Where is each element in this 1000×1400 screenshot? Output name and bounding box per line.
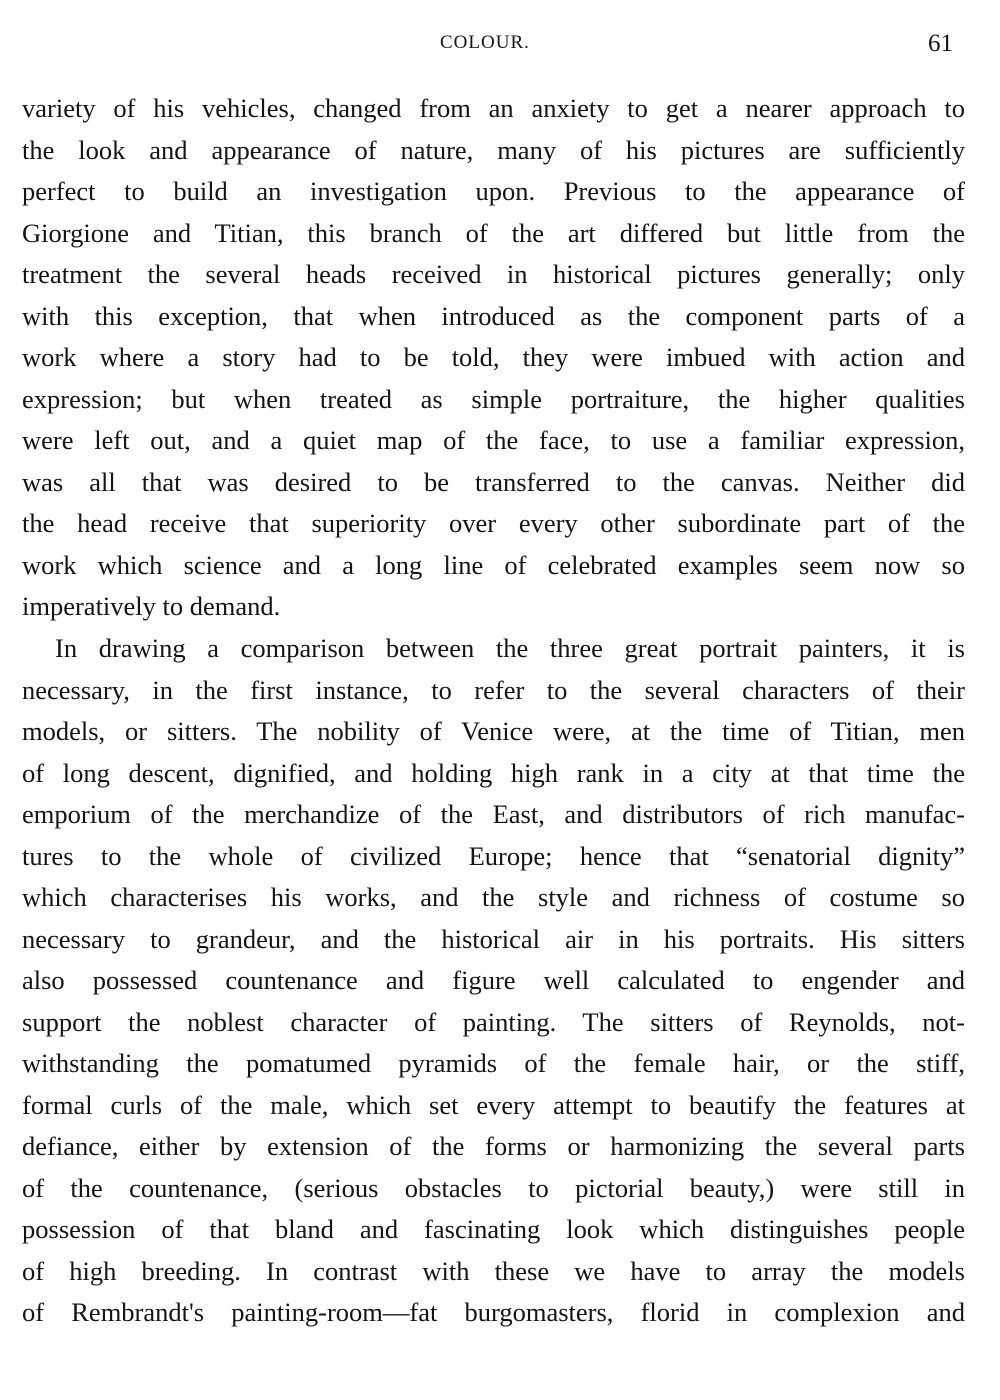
text-line: In drawing a comparison between the three great portrait painters, it is xyxy=(55,633,965,663)
text-line: imperatively to demand. xyxy=(22,591,281,621)
page-number: 61 xyxy=(928,30,953,57)
text-line: necessary, in the first instance, to refer to the several characters of their xyxy=(22,675,965,705)
text-line: models, or sitters. The nobility of Venice were, at the time of Titian, men xyxy=(22,716,965,746)
text-line: tures to the whole of civilized Europe; hence that “senatorial dignity” xyxy=(22,841,965,871)
text-line: of long descent, dignified, and holding high rank in a city at that time the xyxy=(22,758,965,788)
text-line: also possessed countenance and figure well calculated to engender and xyxy=(22,965,965,995)
text-line: work which science and a long line of celebrated examples seem now so xyxy=(22,550,965,580)
text-line: formal curls of the male, which set every attempt to beautify the features at xyxy=(22,1090,965,1120)
running-title: COLOUR. xyxy=(440,32,530,53)
text-line: possession of that bland and fascinating look which distinguishes people xyxy=(22,1214,965,1244)
text-line: of Rembrandt's painting-room—fat burgomasters, florid in complexion and xyxy=(22,1297,965,1327)
text-line: support the noblest character of painting. The sitters of Reynolds, not- xyxy=(22,1007,965,1037)
text-line: of the countenance, (serious obstacles to pictorial beauty,) were still in xyxy=(22,1173,965,1203)
text-line: necessary to grandeur, and the historical air in his portraits. His sitters xyxy=(22,924,965,954)
text-line: with this exception, that when introduced as the component parts of a xyxy=(22,301,965,331)
text-line: the look and appearance of nature, many of his pictures are sufficiently xyxy=(22,135,965,165)
text-line: work where a story had to be told, they were imbued with action and xyxy=(22,342,965,372)
text-line: defiance, either by extension of the forms or harmonizing the several parts xyxy=(22,1131,965,1161)
text-line: emporium of the merchandize of the East, and distributors of rich manufac- xyxy=(22,799,965,829)
text-line: withstanding the pomatumed pyramids of the female hair, or the stiff, xyxy=(22,1048,965,1078)
text-line: variety of his vehicles, changed from an anxiety to get a nearer approach to xyxy=(22,93,965,123)
text-line: perfect to build an investigation upon. Previous to the appearance of xyxy=(22,176,965,206)
text-line: treatment the several heads received in historical pictures generally; only xyxy=(22,259,965,289)
text-line: of high breeding. In contrast with these we have to array the models xyxy=(22,1256,965,1286)
text-line: was all that was desired to be transferred to the canvas. Neither did xyxy=(22,467,965,497)
text-line: which characterises his works, and the style and richness of costume so xyxy=(22,882,965,912)
running-head xyxy=(0,30,1000,70)
text-line: the head receive that superiority over every other subordinate part of the xyxy=(22,508,965,538)
text-line: expression; but when treated as simple portraiture, the higher qualities xyxy=(22,384,965,414)
text-line: Giorgione and Titian, this branch of the art differed but little from the xyxy=(22,218,965,248)
text-line: were left out, and a quiet map of the face, to use a familiar expression, xyxy=(22,425,965,455)
